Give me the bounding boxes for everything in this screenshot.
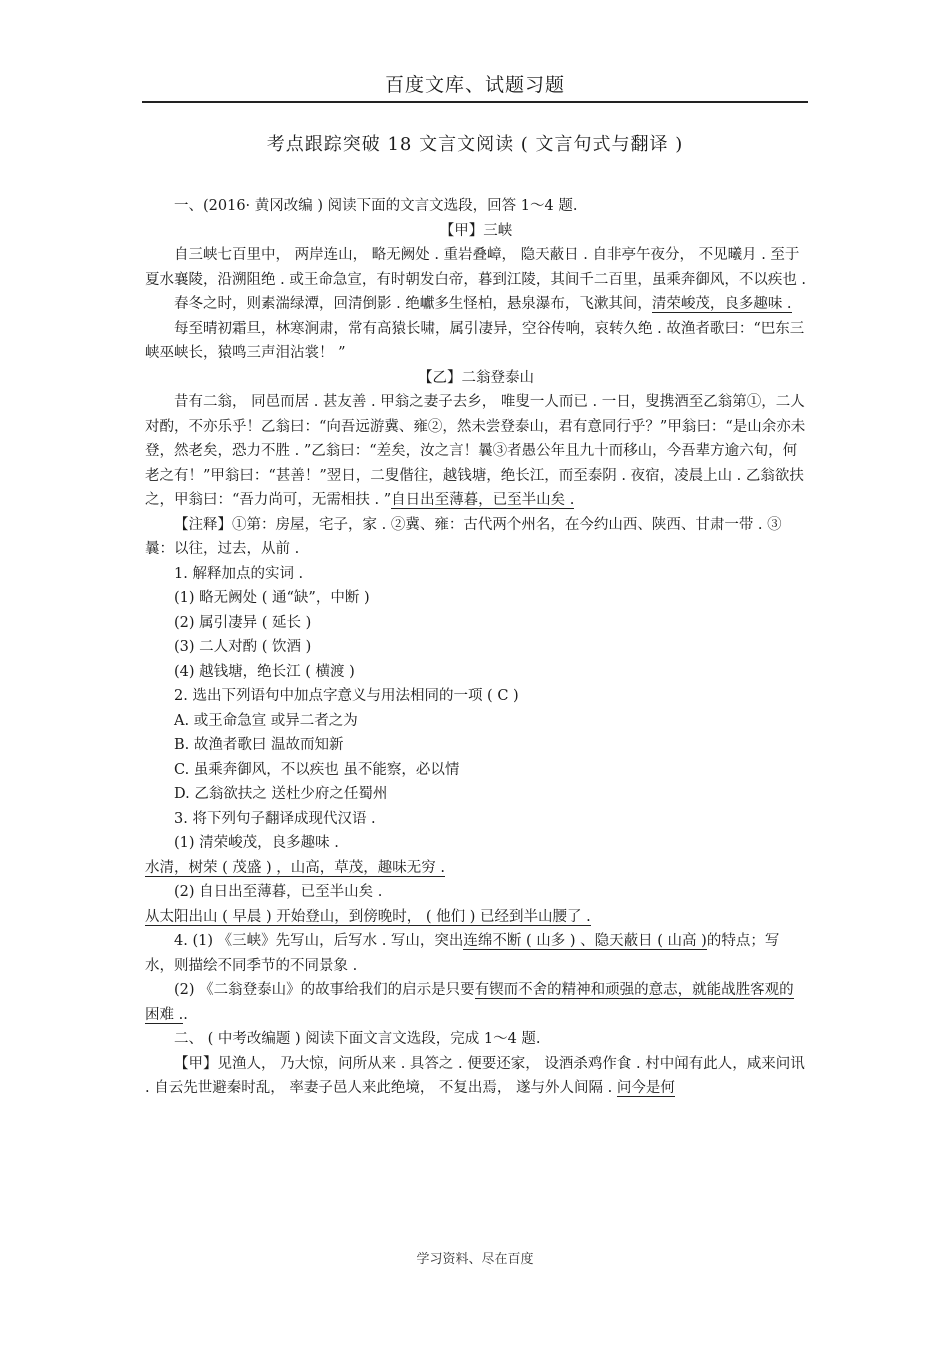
- annotation-notes: 【注释】①第：房屋，宅子，家 . ②冀、雍：古代两个州名，在今约山西、陕西、甘肃一带 . ③曩：以往，过去，从前 .: [145, 516, 782, 557]
- passage-text: 昔有二翁， 同邑而居 . 甚友善 . 甲翁之妻子去乡， 唯叟一人而已 . 一日，叟携酒至乙翁第①，二人对酌，不亦乐乎！乙翁曰：“向吾远游冀、雍②，然未尝登泰山，君有意同行乎？”甲翁曰：“是山余亦未登，然老矣，恐力不胜 . ”乙翁曰：“差矣，汝之言！曩③者愚公年且九十而移山，今吾辈方逾六旬，何老之有！”甲翁曰：“甚善！”翌日，二叟偕往，越钱塘，绝长江，而至泰阴 . 夜宿，凌晨上山 . 乙翁欲扶之，甲翁曰：“吾力尚可，无需相扶 . ”: [145, 394, 806, 508]
- page-footer: 学习资料、尽在百度: [416, 1252, 534, 1267]
- passage-yi-paragraph: [145, 390, 807, 513]
- question-3-sentence: (1) 清荣峻茂，良多趣味 .: [174, 835, 339, 851]
- question-3-sentence: (2) 自日出至薄暮，已至半山矣 .: [174, 884, 383, 900]
- question-text: (2) 《二翁登泰山》的故事给我们的启示是只要: [174, 982, 475, 998]
- question-1-item: (2) 属引凄异 ( 延长 ): [174, 614, 312, 631]
- passage-jia-paragraph: [145, 292, 807, 317]
- passage-jia-paragraph: 每至晴初霜旦，林寒涧肃，常有高猿长啸，属引凄异，空谷传响，哀转久绝 . 故渔者歌曰：“巴东三峡巫峡长，猿鸣三声泪沾裳！ ”: [145, 320, 805, 361]
- section1-intro: 一、(2016· 黄冈改编 ) 阅读下面的文言文选段，回答 1～4 题.: [174, 198, 578, 214]
- document-title: 考点跟踪突破 18 文言文阅读 ( 文言句式与翻译 ): [266, 134, 684, 155]
- question-1-item: (4) 越钱塘，绝长江 ( 横渡 ): [174, 663, 355, 680]
- section2-intro: 二、 ( 中考改编题 ) 阅读下面文言文选段，完成 1～4 题.: [174, 1031, 541, 1047]
- question-1-item: (3) 二人对酌 ( 饮酒 ): [174, 639, 312, 655]
- question-text: .: [183, 1006, 188, 1023]
- passage-text: 【甲】见渔人， 乃大惊，问所从来 . 具答之 . 便要还家， 设酒杀鸡作食 . 村中闻有此人，咸来问讯 . 自云先世避秦时乱， 率妻子邑人来此绝境， 不复出焉， 遂与外人间隔 .: [145, 1055, 810, 1096]
- question-1: 1. 解释加点的实词 .: [174, 565, 304, 582]
- question-3: 3. 将下列句子翻译成现代汉语 .: [174, 810, 376, 827]
- question-2-option: C. 虽乘奔御风，不以疾也 虽不能察，必以情: [174, 761, 460, 778]
- underlined-sentence: 清荣峻茂，良多趣味 .: [651, 296, 792, 312]
- site-header: 百度文库、试题习题: [384, 74, 565, 96]
- question-4-part-2: [145, 978, 807, 1027]
- question-3-answer: [145, 856, 807, 881]
- underlined-sentence: 自日出至薄暮，已至半山矣 .: [391, 492, 575, 508]
- answer-text: 从太阳出山 ( 早晨 ) 开始登山，到傍晚时， ( 他们 ) 已经到半山腰了 .: [145, 908, 591, 925]
- question-3-answer: [145, 905, 807, 930]
- passage-yi-heading: 【乙】二翁登泰山: [418, 369, 534, 386]
- question-4-part-1: [145, 929, 807, 978]
- passage-text: 春冬之时，则素湍绿潭，回清倒影 . 绝巘多生怪柏，悬泉瀑布，飞漱其间，: [174, 296, 652, 312]
- answer-text: 有锲而不舍的精神和顽强的意志，就能战胜客观的困难 .: [145, 982, 794, 1023]
- question-2-option: B. 故渔者歌曰 温故而知新: [174, 737, 344, 753]
- question-text: 的特点；写水，则描绘不同季节的不同景象 .: [145, 933, 780, 974]
- question-2-option: A. 或王命急宣 或异二者之为: [174, 712, 358, 729]
- question-2: 2. 选出下列语句中加点字意义与用法相同的一项 ( C ): [174, 688, 519, 704]
- passage-jia-paragraph: 自三峡七百里中， 两岸连山， 略无阙处 . 重岩叠嶂， 隐天蔽日 . 自非亭午夜分， 不见曦月 . 至于夏水襄陵，沿溯阻绝 . 或王命急宣，有时朝发白帝，暮到江陵，其间千二百里，虽乘奔御风，不以疾也 .: [145, 247, 807, 288]
- question-2-option: D. 乙翁欲扶之 送杜少府之任蜀州: [174, 786, 388, 802]
- answer-text: 水清，树荣 ( 茂盛 ) ，山高，草茂，趣味无穷 .: [145, 859, 445, 876]
- header-rule: [142, 101, 808, 103]
- section2-passage-jia: [145, 1052, 810, 1101]
- underlined-sentence: 问今是何: [616, 1080, 675, 1096]
- passage-jia-heading: 【甲】三峡: [439, 222, 513, 239]
- answer-text: 连绵不断 ( 山多 ) 、隐天蔽日 ( 山高 ): [463, 933, 707, 949]
- question-text: 4. (1) 《三峡》先写山，后写水 . 写山，突出: [174, 933, 464, 949]
- question-1-item: (1) 略无阙处 ( 通“缺”，中断 ): [174, 590, 370, 606]
- document-body: [145, 194, 810, 1101]
